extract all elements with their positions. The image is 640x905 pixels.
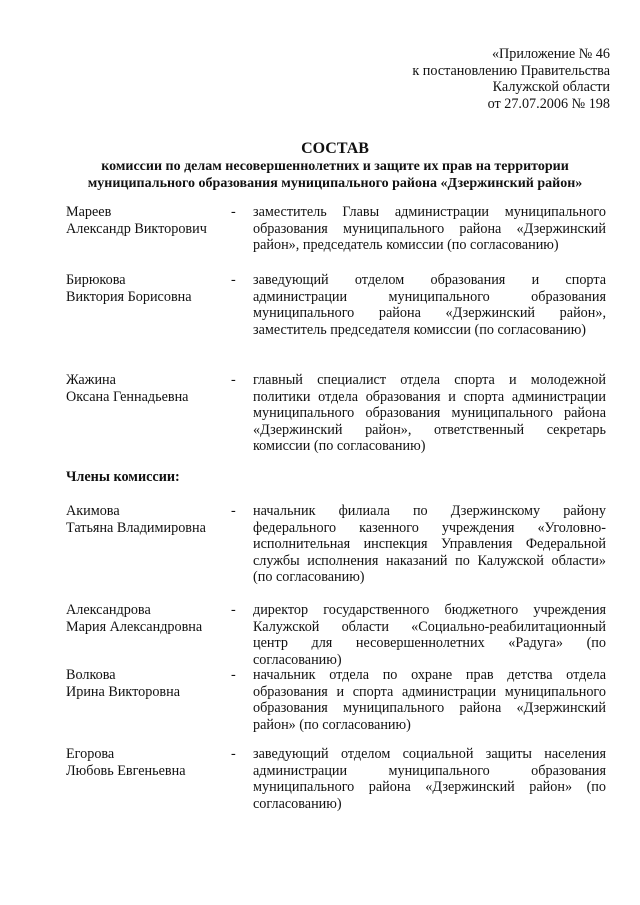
person-role: заместитель Главы администрации муниципального образования муниципального района «Дзержинский район», председатель комиссии (по согласованию) (253, 204, 606, 253)
appendix-number: «Приложение № 46 (491, 46, 610, 62)
person-role: начальник филиала по Дзержинскому району федерального казенного учреждения «Уголовно-исполнительная инспекция Управления Федеральной службы исполнения наказаний по Калужской области» (по согласованию) (253, 503, 606, 585)
person-surname: Бирюкова (66, 272, 126, 288)
page-subtitle: комиссии по делам несовершеннолетних и защите их прав на территории муниципального образования муниципального района «Дзержинский район» (87, 159, 583, 191)
appendix-decree: к постановлению Правительства (412, 62, 610, 79)
person-role: заведующий отделом образования и спорта администрации муниципального образования муниципального района «Дзержинский район», заместитель председателя комиссии (по согласованию) (253, 272, 606, 338)
person-role: главный специалист отдела спорта и молодежной политики отдела образования и спорта администрации муниципального образования муниципального района «Дзержинский район», ответственный секретарь комиссии (по согласованию) (253, 372, 606, 454)
person-name (66, 272, 226, 305)
title-block (60, 139, 610, 192)
dash-separator: - (231, 503, 236, 519)
dash-separator: - (231, 602, 236, 618)
person-given-name: Виктория Борисовна (66, 288, 192, 305)
person-name (66, 503, 226, 536)
person-given-name: Александр Викторович (66, 220, 207, 237)
person-given-name: Любовь Евгеньевна (66, 762, 186, 779)
person-name (66, 204, 226, 237)
dash-separator: - (231, 204, 236, 220)
person-surname: Волкова (66, 667, 116, 683)
person-given-name: Оксана Геннадьевна (66, 388, 189, 405)
page-title: СОСТАВ (301, 140, 369, 157)
person-role: директор государственного бюджетного учреждения Калужской области «Социально-реабилитационный центр для несовершеннолетних «Радуга» (по согласованию) (253, 602, 606, 668)
appendix-header (412, 46, 610, 112)
person-surname: Мареев (66, 204, 112, 220)
person-given-name: Мария Александровна (66, 618, 203, 635)
person-role: начальник отдела по охране прав детства отдела образования и спорта администрации муниципального образования муниципального района «Дзержинский район» (по согласованию) (253, 667, 606, 733)
dash-separator: - (231, 272, 236, 288)
appendix-date: от 27.07.2006 № 198 (487, 95, 610, 112)
person-surname: Жажина (66, 372, 116, 388)
dash-separator: - (231, 746, 236, 762)
dash-separator: - (231, 372, 236, 388)
person-name (66, 667, 226, 700)
person-surname: Александрова (66, 602, 151, 618)
person-name (66, 372, 226, 405)
person-name (66, 746, 226, 779)
appendix-region: Калужской области (492, 79, 610, 95)
dash-separator: - (231, 667, 236, 683)
person-name (66, 602, 226, 635)
person-given-name: Татьяна Владимировна (66, 519, 206, 536)
person-surname: Егорова (66, 746, 115, 762)
members-heading: Члены комиссии: (66, 469, 180, 485)
person-role: заведующий отделом социальной защиты населения администрации муниципального образования муниципального района «Дзержинский район» (по согласованию) (253, 746, 606, 812)
person-surname: Акимова (66, 503, 120, 519)
person-given-name: Ирина Викторовна (66, 683, 181, 700)
